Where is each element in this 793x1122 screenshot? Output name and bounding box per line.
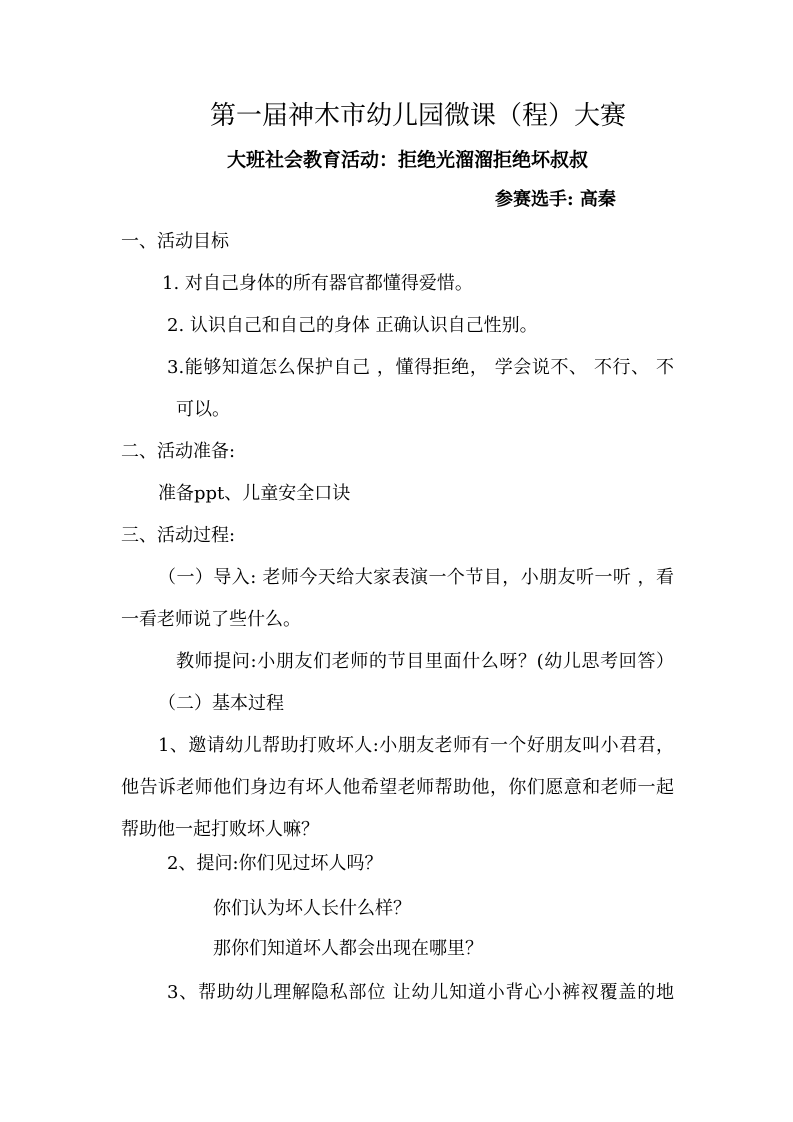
intro-line-2: 一看老师说了些什么。 xyxy=(121,609,301,630)
step-2-line-2: 你们认为坏人长什么样？ xyxy=(213,898,411,919)
step-2-line-1: 2、提问:你们见过坏人吗？ xyxy=(167,853,383,874)
page-subtitle: 大班社会教育活动：拒绝光溜溜拒绝坏叔叔 xyxy=(227,149,589,171)
goal-item-3-continued: 可以。 xyxy=(176,399,230,420)
step-3-line-1: 3、帮助幼儿理解隐私部位 让幼儿知道小背心小裤衩覆盖的地 xyxy=(167,982,674,1003)
step-1-line-2: 他告诉老师他们身边有坏人他希望老师帮助他，你们愿意和老师一起 xyxy=(121,777,674,798)
teacher-question: 教师提问:小朋友们老师的节目里面什么呀？(幼儿思考回答） xyxy=(176,651,674,672)
goal-item-3: 3.能够知道怎么保护自己 ，懂得拒绝， 学会说不、 不行、 不 xyxy=(167,357,674,378)
process-heading: 三、活动过程: xyxy=(121,525,236,546)
goal-item-1: 1. 对自己身体的所有器官都懂得爱惜。 xyxy=(162,273,473,294)
page-title: 第一届神木市幼儿园微课（程）大赛 xyxy=(210,101,627,131)
contestant-name: 参赛选手: 高秦 xyxy=(495,189,616,210)
basic-process-heading: （二）基本过程 xyxy=(158,693,284,714)
preparation-heading: 二、活动准备: xyxy=(121,441,236,462)
goal-item-2: 2. 认识自己和自己的身体 正确认识自己性别。 xyxy=(167,315,538,336)
step-2-line-3: 那你们知道坏人都会出现在哪里？ xyxy=(213,938,483,959)
step-1-line-3: 帮助他一起打败坏人嘛？ xyxy=(121,819,319,840)
step-1-line-1: 1、邀请幼儿帮助打败坏人:小朋友老师有一个好朋友叫小君君， xyxy=(158,735,674,756)
preparation-content: 准备ppt、儿童安全口诀 xyxy=(158,483,351,504)
intro-line-1: （一）导入: 老师今天给大家表演一个节目，小朋友听一听 ，看 xyxy=(158,567,674,588)
goals-heading: 一、活动目标 xyxy=(121,231,229,252)
